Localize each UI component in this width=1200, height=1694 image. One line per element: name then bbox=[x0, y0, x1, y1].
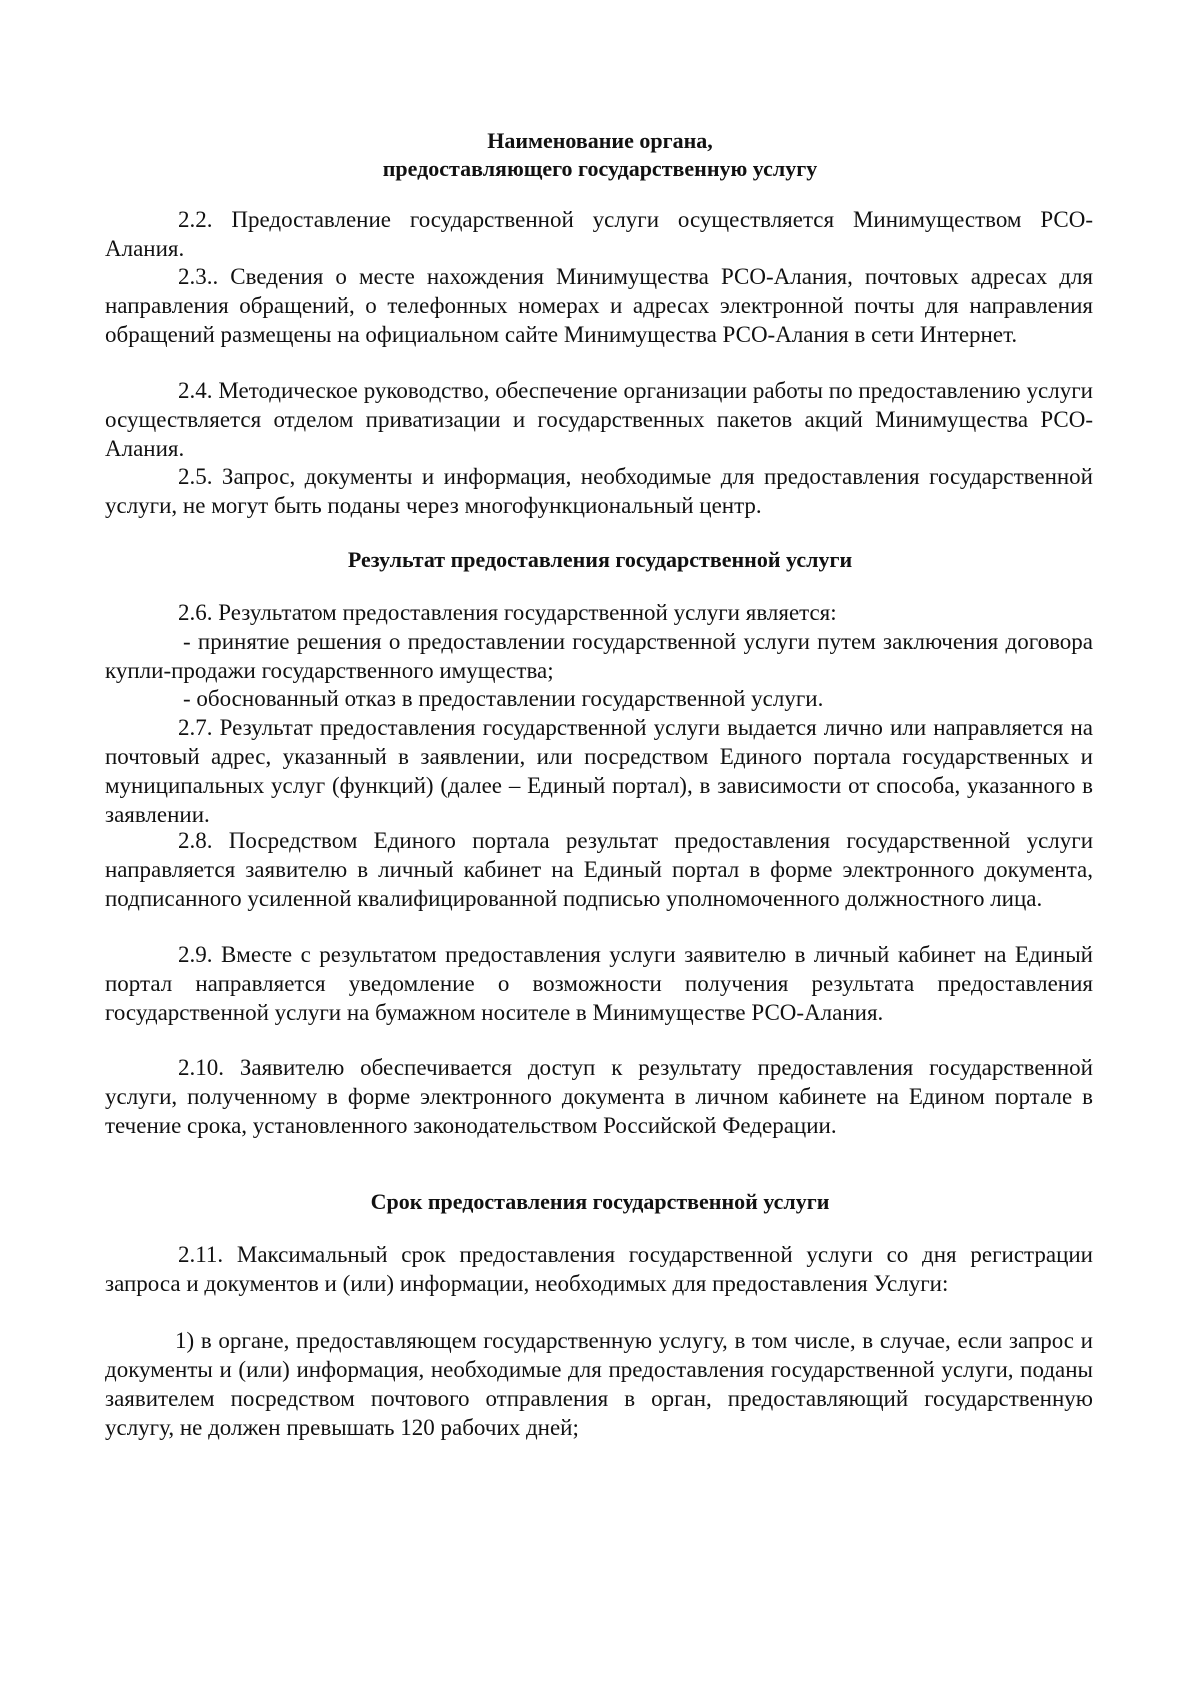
list-item-decision: - принятие решения о предоставлении государственной услуги путем заключения договора купли-продажи государственного имущества; bbox=[105, 629, 1093, 683]
paragraph-2-4: 2.4. Методическое руководство, обеспечение организации работы по предоставлению услуги осуществляется отделом приватизации и государственных пакетов акций Минимущества РСО-Алания. bbox=[105, 378, 1093, 461]
paragraph-2-11: 2.11. Максимальный срок предоставления государственной услуги со дня регистрации запроса и документов и (или) информации, необходимых для предоставления Услуги: bbox=[105, 1242, 1093, 1296]
list-item-refusal: - обоснованный отказ в предоставлении государственной услуги. bbox=[183, 686, 824, 711]
section-title-term: Срок предоставления государственной услуги bbox=[370, 1189, 830, 1214]
section-title-organ bbox=[100, 127, 1100, 183]
paragraph-2-3: 2.3.. Сведения о месте нахождения Минимущества РСО-Алания, почтовых адресах для направления обращений, о телефонных номерах и адресах электронной почты для направления обращений размещены на официальном сайте Минимущества РСО-Алания в сети Интернет. bbox=[105, 264, 1093, 347]
paragraph-2-8: 2.8. Посредством Единого портала результат предоставления государственной услуги направляется заявителю в личный кабинет на Единый портал в форме электронного документа, подписанного усиленной квалифицированной подписью уполномоченного должностного лица. bbox=[105, 828, 1093, 911]
paragraph-2-9: 2.9. Вместе с результатом предоставления услуги заявителю в личный кабинет на Единый портал направляется уведомление о возможности получения результата предоставления государственной услуги на бумажном носителе в Минимуществе РСО-Алания. bbox=[105, 942, 1093, 1025]
paragraph-2-2: 2.2. Предоставление государственной услуги осуществляется Минимуществом РСО-Алания. bbox=[105, 207, 1093, 261]
section-title-line: Наименование органа, bbox=[487, 128, 713, 153]
paragraph-2-10: 2.10. Заявителю обеспечивается доступ к результату предоставления государственной услуги, полученному в форме электронного документа в личном кабинете на Едином портале в течение срока, установленного законодательством Российской Федерации. bbox=[105, 1055, 1093, 1138]
section-title-line: предоставляющего государственную услугу bbox=[382, 156, 818, 181]
list-item-organ-term: 1) в органе, предоставляющем государственную услугу, в том числе, в случае, если запрос и документы и (или) информация, необходимые для предоставления государственной услуги, поданы заявителем посредством почтового отправления в орган, предоставляющий государственную услугу, не должен превышать 120 рабочих дней; bbox=[105, 1328, 1093, 1440]
paragraph-2-5: 2.5. Запрос, документы и информация, необходимые для предоставления государственной услуги, не могут быть поданы через многофункциональный центр. bbox=[105, 464, 1093, 518]
paragraph-2-7: 2.7. Результат предоставления государственной услуги выдается лично или направляется на почтовый адрес, указанный в заявлении, или посредством Единого портала государственных и муниципальных услуг (функций) (далее – Единый портал), в зависимости от способа, указанного в заявлении. bbox=[105, 715, 1093, 827]
section-title-result: Результат предоставления государственной услуги bbox=[347, 547, 853, 572]
paragraph-2-6: 2.6. Результатом предоставления государственной услуги является: bbox=[178, 600, 837, 625]
